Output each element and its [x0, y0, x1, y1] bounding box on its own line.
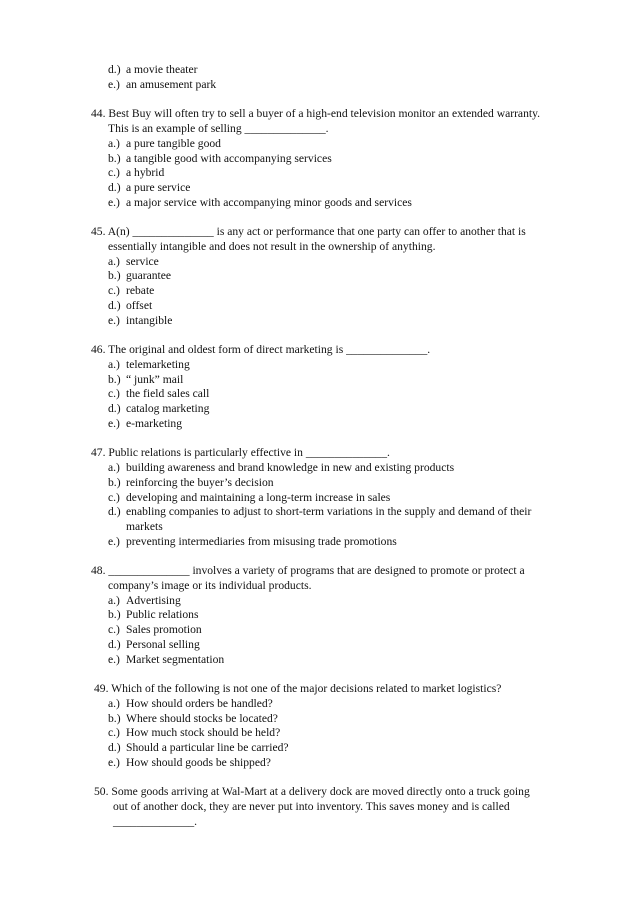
option-letter: b.) [108, 151, 121, 165]
option-text: telemarketing [126, 357, 190, 371]
option-letter: e.) [108, 652, 120, 666]
option-text: catalog marketing [126, 402, 210, 415]
option-letter: d.) [108, 298, 121, 312]
option-text: “ junk” mail [126, 372, 184, 386]
option-letter: e.) [108, 195, 120, 209]
option-letter: e.) [108, 755, 120, 769]
option-text: Should a particular line be carried? [126, 741, 289, 754]
option-letter: c.) [108, 166, 120, 180]
option-letter: a.) [108, 696, 120, 710]
option-text: How should orders be handled? [126, 696, 273, 710]
option-text: guarantee [126, 269, 172, 283]
option-text: a pure service [126, 180, 191, 194]
option-text: a major service with accompanying minor goods and services [126, 195, 412, 209]
question-stem-continued: out of another dock, they are never put into inventory. This saves money and is called [113, 800, 510, 814]
question-stem-continued: This is an example of selling ______________. [108, 122, 329, 136]
question-stem: 45. A(n) ______________ is any act or performance that one party can offer to another that is [91, 225, 526, 239]
option-text: Advertising [126, 593, 181, 607]
option-letter: c.) [108, 623, 120, 637]
option-letter: a.) [108, 357, 120, 371]
option-letter: b.) [108, 711, 121, 725]
option-letter: d.) [108, 741, 121, 754]
option-text: intangible [126, 313, 173, 327]
option-text: a hybrid [126, 166, 165, 180]
option-text-continued: markets [126, 519, 163, 533]
question-stem-continued: company’s image or its individual products. [108, 579, 312, 592]
question-stem-continued: essentially intangible and does not result in the ownership of anything. [108, 240, 436, 253]
question-stem: 49. Which of the following is not one of the major decisions related to market logistics? [94, 682, 502, 696]
question-stem: 46. The original and oldest form of direct marketing is ______________. [91, 343, 431, 357]
option-text: Market segmentation [126, 652, 225, 666]
option-text: a pure tangible good [126, 136, 221, 150]
option-text: Personal selling [126, 637, 200, 651]
option-text: a movie theater [126, 63, 198, 76]
option-text: rebate [126, 284, 155, 298]
option-letter: e.) [108, 313, 120, 327]
option-text: the field sales call [126, 387, 210, 401]
option-text: service [126, 254, 159, 268]
option-letter: b.) [108, 269, 121, 283]
option-letter: b.) [108, 608, 121, 622]
option-letter: b.) [108, 372, 121, 386]
option-text: a tangible good with accompanying services [126, 151, 332, 165]
option-text: preventing intermediaries from misusing trade promotions [126, 534, 397, 548]
option-text: Sales promotion [126, 623, 202, 637]
option-letter: a.) [108, 254, 120, 268]
option-letter: d.) [108, 402, 121, 415]
option-letter: a.) [108, 136, 120, 150]
option-letter: e.) [108, 416, 120, 430]
option-text: How much stock should be held? [126, 726, 281, 740]
option-letter: d.) [108, 505, 121, 519]
option-text: How should goods be shipped? [126, 755, 271, 769]
option-text: Where should stocks be located? [126, 711, 278, 725]
option-letter: d.) [108, 63, 121, 76]
option-letter: c.) [108, 284, 120, 298]
option-letter: e.) [108, 534, 120, 548]
option-text: an amusement park [126, 77, 217, 91]
option-text: e-marketing [126, 416, 183, 430]
option-letter: c.) [108, 387, 120, 401]
option-text: Public relations [126, 608, 199, 622]
option-text: building awareness and brand knowledge in new and existing products [126, 461, 455, 475]
question-stem: 44. Best Buy will often try to sell a buyer of a high-end television monitor an extended warranty. [91, 107, 541, 121]
option-letter: b.) [108, 475, 121, 489]
option-letter: c.) [108, 726, 120, 740]
option-text: offset [126, 298, 153, 312]
option-letter: a.) [108, 593, 120, 607]
option-text: reinforcing the buyer’s decision [126, 475, 274, 489]
option-letter: c.) [108, 490, 120, 504]
option-text: developing and maintaining a long-term increase in sales [126, 490, 391, 504]
question-stem-continued: ______________. [113, 814, 198, 828]
option-letter: d.) [108, 180, 121, 194]
option-letter: a.) [108, 461, 120, 475]
question-stem: 47. Public relations is particularly effective in ______________. [91, 446, 390, 460]
question-stem: 48. ______________ involves a variety of programs that are designed to promote or protect a [91, 564, 525, 578]
option-text: enabling companies to adjust to short-term variations in the supply and demand of their [126, 505, 532, 519]
option-letter: e.) [108, 77, 120, 91]
option-letter: d.) [108, 637, 121, 651]
question-stem: 50. Some goods arriving at Wal-Mart at a delivery dock are moved directly onto a truck going [94, 785, 530, 799]
